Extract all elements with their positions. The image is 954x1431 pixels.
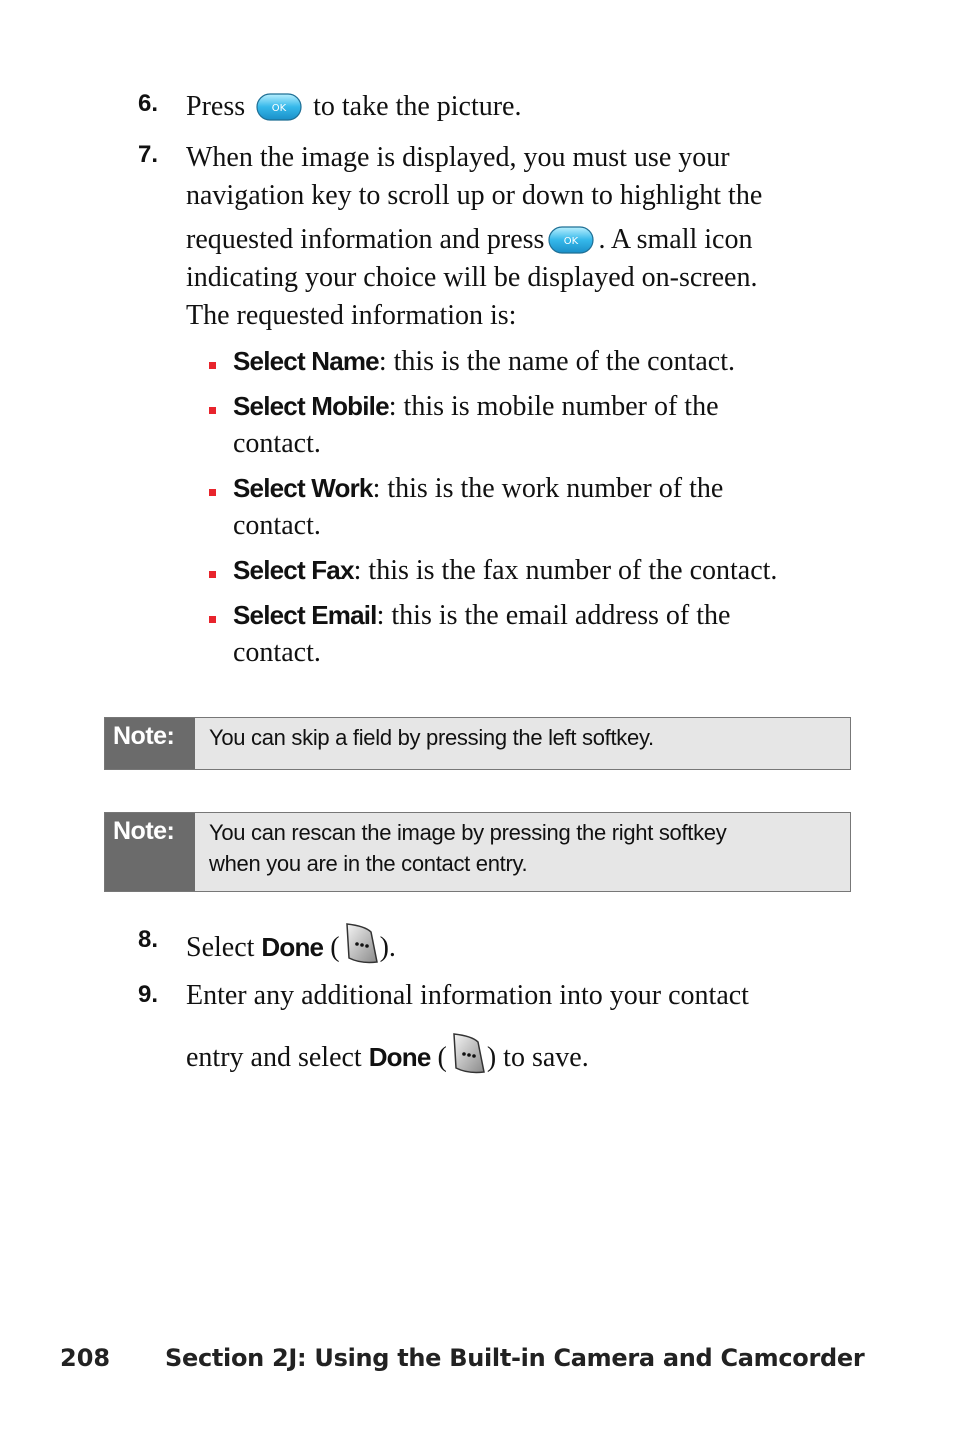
bullet-marker xyxy=(209,616,216,623)
note-label: Note: xyxy=(105,813,195,891)
bullet-text-cont: contact. xyxy=(233,510,321,541)
bullet-text: : this is the fax number of the contact. xyxy=(353,555,778,586)
step-line-part: requested information and press xyxy=(186,224,545,255)
step-line: Enter any additional information into your contact xyxy=(186,980,749,1011)
step-number: 9. xyxy=(138,981,159,1008)
bullet-item xyxy=(233,343,873,380)
section-title: Section 2J: Using the Built-in Camera and Camcorder xyxy=(165,1344,865,1372)
bullet-text: : this is the email address of the xyxy=(376,600,731,631)
note-text: You can skip a field by pressing the left softkey. xyxy=(209,725,654,750)
note-line: when you are in the contact entry. xyxy=(209,851,528,876)
note-box xyxy=(104,717,851,770)
bullet-item xyxy=(233,597,873,671)
ok-button-icon xyxy=(548,226,594,254)
bullet-marker xyxy=(209,571,216,578)
step-text-post: ) to save. xyxy=(486,1042,589,1073)
bullet-marker xyxy=(209,489,216,496)
bullet-marker xyxy=(209,362,216,369)
step-text xyxy=(186,922,866,967)
step-line xyxy=(186,1032,866,1077)
bullet-label: Select Mobile xyxy=(233,391,389,421)
step-text xyxy=(186,977,866,1077)
step-text xyxy=(186,88,866,126)
step-line: When the image is displayed, you must use your xyxy=(186,142,730,173)
step-text-post: to take the picture. xyxy=(313,91,522,122)
step-text xyxy=(186,139,866,335)
step-number: 7. xyxy=(138,141,159,168)
bullet-text-cont: contact. xyxy=(233,637,321,668)
step-number: 6. xyxy=(138,90,159,117)
step-line: indicating your choice will be displayed on-screen. xyxy=(186,262,758,293)
paren: ( xyxy=(330,932,340,963)
step-text-pre: Press xyxy=(186,91,246,122)
note-label: Note: xyxy=(105,718,195,769)
bullet-item xyxy=(233,552,873,589)
bullet-text: : this is the name of the contact. xyxy=(378,346,735,377)
done-label: Done xyxy=(261,932,324,962)
bullet-label: Select Fax xyxy=(233,555,354,585)
note-box xyxy=(104,812,851,892)
bullet-marker xyxy=(209,407,216,414)
bullet-item xyxy=(233,470,873,544)
step-text-post: ). xyxy=(379,932,396,963)
ok-label: OK xyxy=(271,103,287,114)
right-softkey-icon xyxy=(341,922,379,966)
note-text xyxy=(195,813,850,891)
bullet-label: Select Work xyxy=(233,473,373,503)
step-line xyxy=(186,221,866,259)
step-text-pre: entry and select xyxy=(186,1042,362,1073)
ok-label: OK xyxy=(564,236,579,247)
right-softkey-icon xyxy=(448,1032,486,1076)
step-number: 8. xyxy=(138,926,159,953)
step-line: The requested information is: xyxy=(186,300,517,331)
page-number: 208 xyxy=(60,1344,111,1372)
paren: ( xyxy=(437,1042,447,1073)
bullet-label: Select Email xyxy=(233,600,377,630)
step-line-part: . A small icon xyxy=(598,224,753,255)
step-line: navigation key to scroll up or down to highlight the xyxy=(186,180,763,211)
done-label: Done xyxy=(368,1042,431,1072)
bullet-text: : this is mobile number of the xyxy=(388,391,719,422)
bullet-label: Select Name xyxy=(233,346,379,376)
bullet-item xyxy=(233,388,873,462)
bullet-text-cont: contact. xyxy=(233,428,321,459)
step-text-pre: Select xyxy=(186,932,255,963)
bullet-text: : this is the work number of the xyxy=(372,473,724,504)
note-line: You can rescan the image by pressing the right softkey xyxy=(209,820,727,845)
ok-button-icon xyxy=(256,93,302,121)
